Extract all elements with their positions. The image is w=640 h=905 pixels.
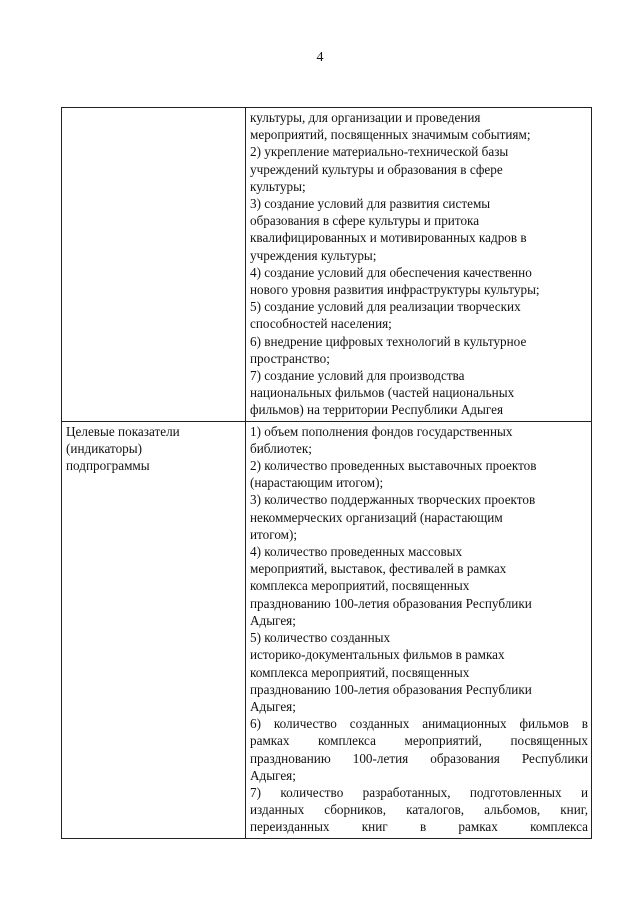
value-line: библиотек; [250, 440, 312, 456]
value-line: историко-документальных фильмов в рамках [250, 647, 505, 663]
value-line: образования в сфере культуры и притока [250, 213, 480, 229]
value-line: 5) количество созданных [250, 630, 391, 646]
value-line: Адыгея; [250, 698, 296, 714]
value-line: 1) объем пополнения фондов государственных [250, 423, 513, 439]
value-line: 4) количество проведенных массовых [250, 544, 463, 560]
value-line: изданных сборников, каталогов, альбомов, книг, [250, 802, 588, 818]
value-line: рамках комплекса мероприятий, посвященных [250, 733, 588, 749]
value-line: учреждения культуры; [250, 247, 377, 263]
value-line: квалифицированных и мотивированных кадров в [250, 230, 527, 246]
value-line: 6) количество созданных анимационных фильмов в [250, 716, 588, 732]
value-line: 5) создание условий для реализации творческих [250, 299, 521, 315]
value-line: 2) количество проведенных выставочных проектов [250, 458, 537, 474]
value-line: 4) создание условий для обеспечения качественно [250, 264, 532, 280]
value-line: празднованию 100-летия образования Республики [250, 750, 588, 766]
value-line: итогом); [250, 526, 298, 542]
value-line: 3) количество поддержанных творческих проектов [250, 492, 536, 508]
value-line: фильмов) на территории Республики Адыгея [250, 402, 504, 418]
table-row-tasks [62, 108, 592, 422]
value-line: культуры, для организации и проведения [250, 110, 481, 125]
label-line: (индикаторы) [66, 440, 143, 456]
label-line: Целевые показатели [66, 423, 180, 439]
value-line: пространство; [250, 350, 330, 366]
table-row-target-indicators [62, 421, 592, 838]
value-line: 3) создание условий для развития системы [250, 196, 491, 212]
value-line: национальных фильмов (частей национальных [250, 385, 515, 401]
value-line: празднованию 100-летия образования Республики [250, 681, 532, 697]
subprogram-passport-table [61, 107, 592, 839]
row-label-cell [62, 108, 246, 422]
value-line: 6) внедрение цифровых технологий в культурное [250, 333, 527, 349]
value-line: 7) количество разработанных, подготовленных и [250, 784, 588, 800]
value-line: 2) укрепление материально-технической базы [250, 144, 509, 160]
value-line: Адыгея; [250, 767, 296, 783]
value-line: (нарастающим итогом); [250, 475, 384, 491]
value-line: некоммерческих организаций (нарастающим [250, 509, 503, 525]
value-line: учреждений культуры и образования в сфере [250, 161, 503, 177]
value-line: способностей населения; [250, 316, 392, 332]
value-line: празднованию 100-летия образования Республики [250, 595, 532, 611]
row-value-cell [246, 108, 592, 422]
row-value-cell [246, 421, 592, 838]
value-line: переизданных книг в рамках комплекса [250, 819, 588, 835]
row-label-cell [62, 421, 246, 838]
value-line: Адыгея; [250, 612, 296, 628]
page-number: 4 [316, 50, 324, 65]
value-line: 7) создание условий для производства [250, 368, 465, 384]
value-line: комплекса мероприятий, посвященных [250, 578, 470, 594]
value-line: мероприятий, посвященных значимым событиям; [250, 127, 531, 143]
label-line: подпрограммы [66, 458, 150, 474]
value-line: комплекса мероприятий, посвященных [250, 664, 470, 680]
value-line: нового уровня развития инфраструктуры культуры; [250, 282, 540, 298]
value-line: культуры; [250, 178, 306, 194]
value-line: мероприятий, выставок, фестивалей в рамках [250, 561, 507, 577]
